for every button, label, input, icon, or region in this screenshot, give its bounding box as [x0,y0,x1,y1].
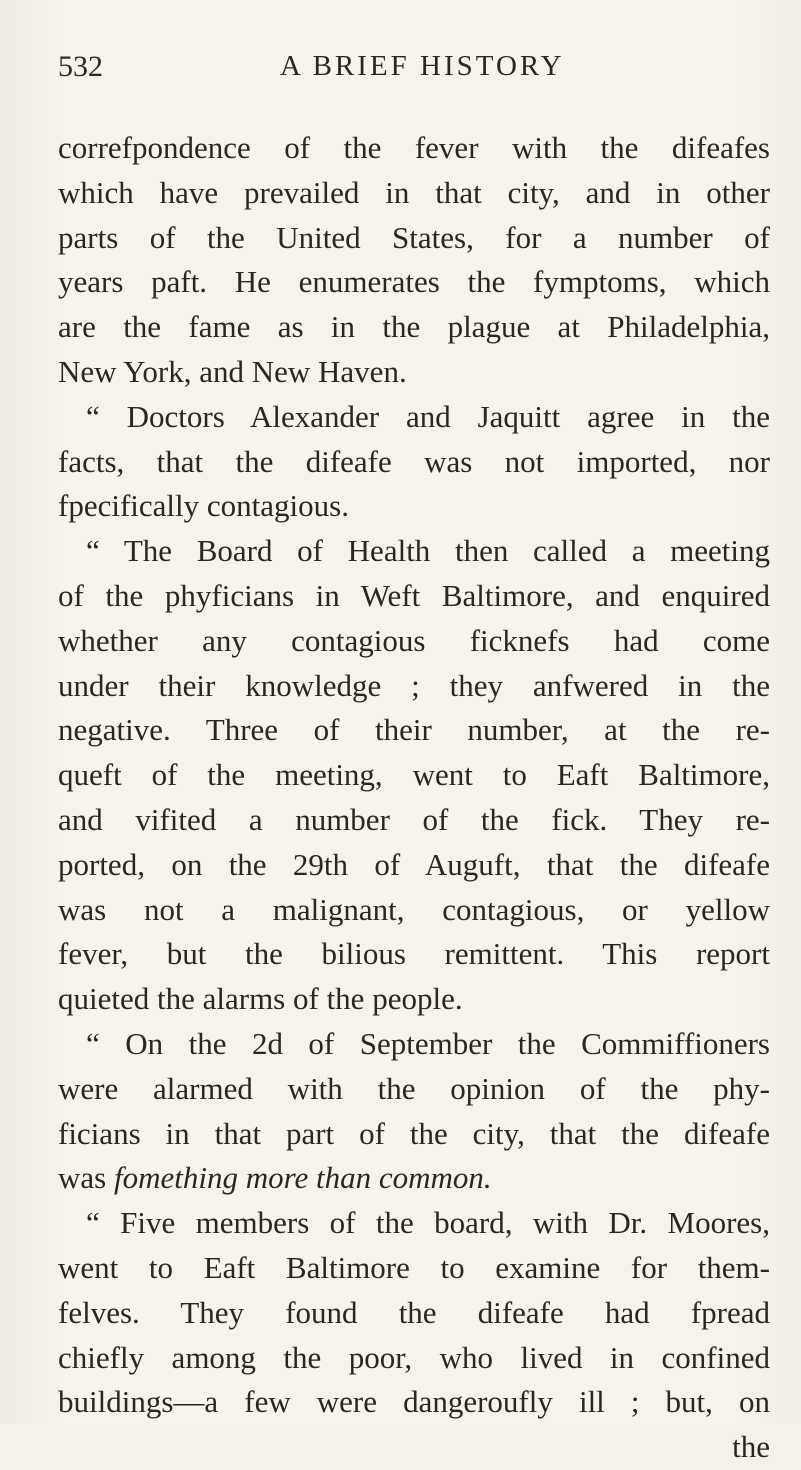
text-line: “ Five members of the board, with Dr. Moores, [86,1205,770,1241]
text-line: and vifited a number of the fick. They re- [58,801,770,837]
text-line: whether any contagious ficknefs had come [58,622,770,658]
page-number: 532 [58,50,103,83]
text-line [58,1156,770,1201]
text-line: “ The Board of Health then called a meeting [86,533,770,569]
text-line: ficians in that part of the city, that the difeafe [58,1115,770,1151]
italic-phrase: fomething more than common. [113,1160,492,1196]
text-line: ported, on the 29th of Auguft, that the difeafe [58,846,770,882]
text-line: fever, but the bilious remittent. This report [58,936,770,972]
text-line: felves. They found the difeafe had fpread [58,1294,770,1330]
running-head [58,50,758,90]
text-line: under their knowledge ; they anfwered in the [58,667,770,703]
text-line: facts, that the difeafe was not imported, nor [58,443,770,479]
body-text [58,126,770,1470]
text-line: chiefly among the poor, who lived in confined [58,1339,770,1375]
text-line: “ On the 2d of September the Commiffioners [86,1025,770,1061]
text-line: queft of the meeting, went to Eaft Baltimore, [58,757,770,793]
text-line: negative. Three of their number, at the re- [58,712,770,748]
text-line: of the phyficians in Weft Baltimore, and enquired [58,577,770,613]
text-line: New York, and New Haven. [58,353,407,389]
text-line: years paft. He enumerates the fymptoms, which [58,264,770,300]
text-line: buildings—a few were dangeroufly ill ; but, on [58,1384,770,1420]
text-line: quieted the alarms of the people. [58,981,463,1017]
text-line: were alarmed with the opinion of the phy- [58,1070,770,1106]
text-line: parts of the United States, for a number of [58,219,770,255]
text-line: fpecifically contagious. [58,488,349,524]
text-line: which have prevailed in that city, and in other [58,174,770,210]
text-line: are the fame as in the plague at Philadelphia, [58,309,770,345]
text-line-start: was [58,1160,107,1196]
text-line: “ Doctors Alexander and Jaquitt agree in the [86,398,770,434]
text-line: correfpondence of the fever with the difeafes [58,130,770,165]
catchword: the [732,1429,770,1465]
text-line: was not a malignant, contagious, or yellow [58,891,770,927]
text-line: went to Eaft Baltimore to examine for them- [58,1249,770,1285]
running-head-title: A BRIEF HISTORY [280,50,565,82]
